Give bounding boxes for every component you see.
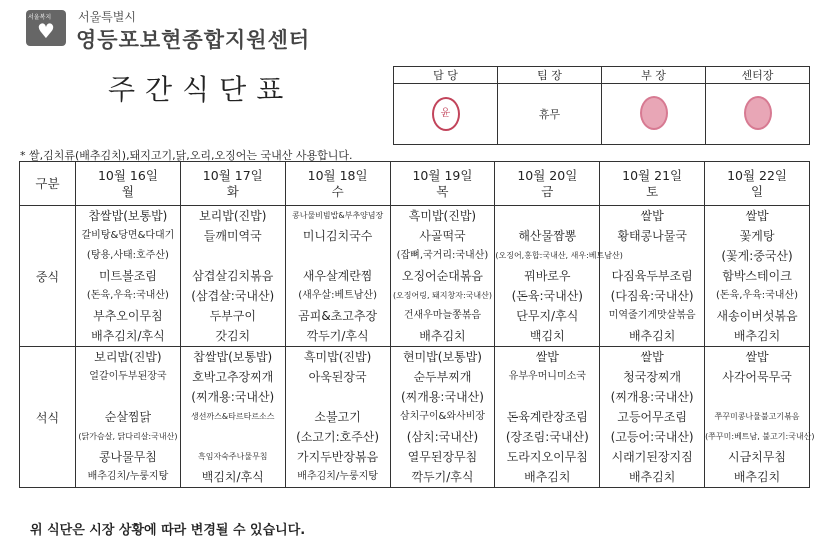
menu-item: 백김치 xyxy=(529,329,565,343)
menu-item: 두부구이 xyxy=(209,309,256,323)
menu-item: 배추김치 xyxy=(628,329,676,343)
menu-item: 갈비탕&당면&다대기 xyxy=(81,230,175,241)
menu-item: (찌개용:국내산) xyxy=(191,390,275,404)
menu-item: 쌀밥 xyxy=(745,350,769,364)
menu-cell xyxy=(180,347,285,488)
day-header xyxy=(180,162,285,206)
menu-cell xyxy=(705,347,815,488)
org-subtitle: 서울특별시 xyxy=(78,10,136,24)
signature-stamp: 윤 xyxy=(432,97,460,131)
day-header xyxy=(705,162,810,206)
menu-item: 다짐육두부조림 xyxy=(611,269,693,283)
day-date: 10월 17일 xyxy=(202,167,263,183)
menu-item: 황태콩나물국 xyxy=(617,229,687,243)
menu-cell xyxy=(285,347,390,488)
menu-item: 새송이버섯볶음 xyxy=(716,309,798,323)
origin-note: * 쌀,김치류(배추김치),돼지고기,닭,오리,오징어는 국내산 사용합니다. xyxy=(20,149,353,162)
menu-item: (소고기:호주산) xyxy=(296,430,380,444)
day-header xyxy=(390,162,495,206)
menu-item xyxy=(76,387,180,407)
menu-item: 배추김치/누룽지탕 xyxy=(87,471,169,482)
menu-item: 쌀밥 xyxy=(640,350,664,364)
menu-item: 얼갈이두부된장국 xyxy=(89,371,167,382)
menu-item: 보리밥(진밥) xyxy=(94,350,162,364)
meal-row xyxy=(20,206,810,347)
menu-cell xyxy=(495,347,600,488)
approval-label: 센터장 xyxy=(706,67,810,84)
menu-item: 새우살계란찜 xyxy=(302,269,373,283)
menu-item: 가지두반장볶음 xyxy=(297,450,379,464)
menu-item: 호박고추장찌개 xyxy=(192,370,274,384)
day-date: 10월 18일 xyxy=(307,167,368,183)
menu-item: 함박스테이크 xyxy=(722,269,792,283)
menu-item: 사골떡국 xyxy=(419,229,466,243)
menu-item: 꽃게탕 xyxy=(739,229,775,243)
signature-stamp-filled xyxy=(640,96,668,130)
org-name: 영등포보현종합지원센터 xyxy=(76,28,311,52)
menu-item: 해산물짬뽕 xyxy=(518,229,577,243)
logo-caption: 서울복지 xyxy=(28,14,52,21)
menu-item: 열무된장무침 xyxy=(407,450,478,464)
menu-item: 쌀밥 xyxy=(640,209,664,223)
menu-cell xyxy=(390,206,495,347)
menu-item: 생선까스&타르타르소스 xyxy=(191,412,275,421)
heart-icon: ♥ xyxy=(37,19,55,43)
menu-item: 흑임자숙주나물무침 xyxy=(197,452,268,461)
menu-item: 배추김치/누룽지탕 xyxy=(297,471,378,482)
approval-label: 팀 장 xyxy=(498,67,602,84)
footer-notice: 위 식단은 시장 상황에 따라 변경될 수 있습니다. xyxy=(30,523,306,538)
menu-item: 소불고기 xyxy=(314,410,361,424)
menu-item xyxy=(495,387,599,407)
menu-item: 찹쌀밥(보통밥) xyxy=(193,350,273,364)
day-header xyxy=(76,162,181,206)
meal-label: 중식 xyxy=(20,206,76,347)
day-header xyxy=(600,162,705,206)
menu-item: 콩나물비빔밥&부추양념장 xyxy=(291,211,384,220)
menu-item xyxy=(181,246,285,266)
menu-item: 시래기된장지짐 xyxy=(611,450,693,464)
approval-cell-director xyxy=(706,84,810,145)
menu-cell xyxy=(705,206,810,347)
menu-item: (돈육,우육:국내산) xyxy=(716,290,799,301)
menu-item: 삼치구이&와사비장 xyxy=(399,411,485,422)
menu-item: (다짐육:국내산) xyxy=(610,289,694,303)
meal-row xyxy=(20,347,810,488)
menu-item: (쭈꾸미:베트남, 불고기:국내산) xyxy=(705,432,815,441)
meal-label: 석식 xyxy=(20,347,76,488)
menu-item: 흑미밥(진밥) xyxy=(408,209,477,223)
menu-item: 청국장찌개 xyxy=(623,370,682,384)
menu-item: (장조림:국내산) xyxy=(505,430,589,444)
menu-item: 고등어무조림 xyxy=(617,410,687,424)
menu-cell xyxy=(600,206,705,347)
menu-item: 깍두기/후식 xyxy=(411,470,474,484)
day-weekday: 토 xyxy=(646,183,659,199)
menu-item: 쌀밥 xyxy=(745,209,769,223)
menu-item: 쭈꾸미콩나물불고기볶음 xyxy=(714,412,800,421)
menu-item: 흑미밥(진밥) xyxy=(303,350,372,364)
menu-item: 미역줄기게맛살볶음 xyxy=(608,310,696,321)
menu-header-row xyxy=(20,162,810,206)
menu-item xyxy=(286,246,390,266)
day-date: 10월 19일 xyxy=(412,167,473,183)
menu-item: 배추김치 xyxy=(419,329,466,343)
menu-item: (잡뼈,국거리:국내산) xyxy=(396,250,489,261)
menu-item: 시금치무침 xyxy=(728,450,787,464)
menu-item xyxy=(181,427,285,447)
menu-item: 오징어순대볶음 xyxy=(401,269,484,283)
approval-label: 담 당 xyxy=(394,67,498,84)
menu-item: 꿔바로우 xyxy=(524,269,571,283)
day-header xyxy=(285,162,390,206)
day-date: 10월 22일 xyxy=(727,167,787,183)
menu-cell xyxy=(76,347,181,488)
menu-item: 순살찜닭 xyxy=(104,410,152,424)
menu-item: 돈육계란장조림 xyxy=(506,410,588,424)
day-date: 10월 20일 xyxy=(517,167,578,183)
day-weekday: 목 xyxy=(436,183,449,199)
day-weekday: 화 xyxy=(226,183,239,199)
menu-item: (삼치:국내산) xyxy=(406,430,479,444)
menu-item: 찹쌀밥(보통밥) xyxy=(88,209,168,223)
menu-item: 깍두기/후식 xyxy=(306,329,369,343)
day-weekday: 월 xyxy=(121,183,134,199)
approval-table xyxy=(393,66,810,145)
menu-item xyxy=(495,206,599,226)
approval-cell-manager xyxy=(602,84,706,145)
menu-item: (꽃게:중국산) xyxy=(721,249,793,263)
menu-item: 삼겹살김치볶음 xyxy=(192,269,274,283)
menu-item xyxy=(286,387,390,407)
menu-item: 들깨미역국 xyxy=(203,229,262,243)
menu-item: 배추김치 xyxy=(733,470,781,484)
day-weekday: 금 xyxy=(541,183,554,199)
menu-item: (돈육:국내산) xyxy=(511,289,583,303)
menu-item: 갓김치 xyxy=(215,329,251,343)
day-weekday: 수 xyxy=(331,183,344,199)
menu-item: 미니김치국수 xyxy=(302,229,373,243)
menu-cell xyxy=(76,206,181,347)
signature-stamp-filled xyxy=(744,96,772,130)
menu-item: (새우살:베트남산) xyxy=(298,290,377,301)
menu-item: 배추김치/후식 xyxy=(91,329,165,343)
menu-item: (찌개용:국내산) xyxy=(610,390,694,404)
menu-item: (삼겹살:국내산) xyxy=(191,289,275,303)
menu-item: (돈육,우육:국내산) xyxy=(86,290,169,301)
menu-item: 쌀밥 xyxy=(535,350,559,364)
menu-table xyxy=(19,161,815,488)
menu-item: 백김치/후식 xyxy=(201,470,264,484)
menu-item: 배추김치 xyxy=(628,470,676,484)
menu-item: 유부우머니미소국 xyxy=(508,371,586,382)
menu-item: 부추오이무침 xyxy=(93,309,163,323)
menu-item: (닭가슴살, 닭다리살:국내산) xyxy=(78,432,178,441)
day-date: 10월 16일 xyxy=(97,167,158,183)
menu-item xyxy=(705,387,809,407)
day-header xyxy=(495,162,600,206)
menu-item: 도라지오이무침 xyxy=(506,450,588,464)
menu-item: 미트볼조림 xyxy=(98,269,157,283)
menu-item: 순두부찌개 xyxy=(413,370,472,384)
menu-item: 보리밥(진밥) xyxy=(199,209,267,223)
menu-item: (탕용,사태:호주산) xyxy=(86,250,169,261)
menu-item: 단무지/후식 xyxy=(516,309,579,323)
menu-cell xyxy=(495,206,623,347)
menu-item: 현미밥(보통밥) xyxy=(402,350,482,364)
day-weekday: 일 xyxy=(750,183,764,199)
menu-cell xyxy=(390,347,495,488)
menu-item: 배추김치 xyxy=(733,329,781,343)
menu-item: 건새우마늘쫑볶음 xyxy=(403,310,482,321)
menu-item: 배추김치 xyxy=(524,470,571,484)
menu-item: (오징어링, 돼지창자:국내산) xyxy=(392,291,492,300)
menu-cell xyxy=(180,206,285,347)
corner-label: 구분 xyxy=(20,162,76,206)
menu-cell xyxy=(285,206,390,347)
menu-item: 곰피&초고추장 xyxy=(298,309,378,323)
approval-cell-team-leader: 휴무 xyxy=(498,84,602,145)
approval-label: 부 장 xyxy=(602,67,706,84)
approval-cell-staff xyxy=(394,84,498,145)
menu-item: (오징어,홍합:국내산, 새우:베트남산) xyxy=(495,251,623,260)
menu-item: (찌개용:국내산) xyxy=(400,390,484,404)
page-title: 주간식단표 xyxy=(108,73,294,106)
menu-cell xyxy=(600,347,705,488)
day-date: 10월 21일 xyxy=(622,167,683,183)
org-logo xyxy=(26,10,66,46)
menu-item: (고등어:국내산) xyxy=(610,430,694,444)
menu-item: 사각어묵무국 xyxy=(722,370,792,384)
menu-item: 콩나물무침 xyxy=(98,450,157,464)
menu-item: 아욱된장국 xyxy=(308,370,367,384)
